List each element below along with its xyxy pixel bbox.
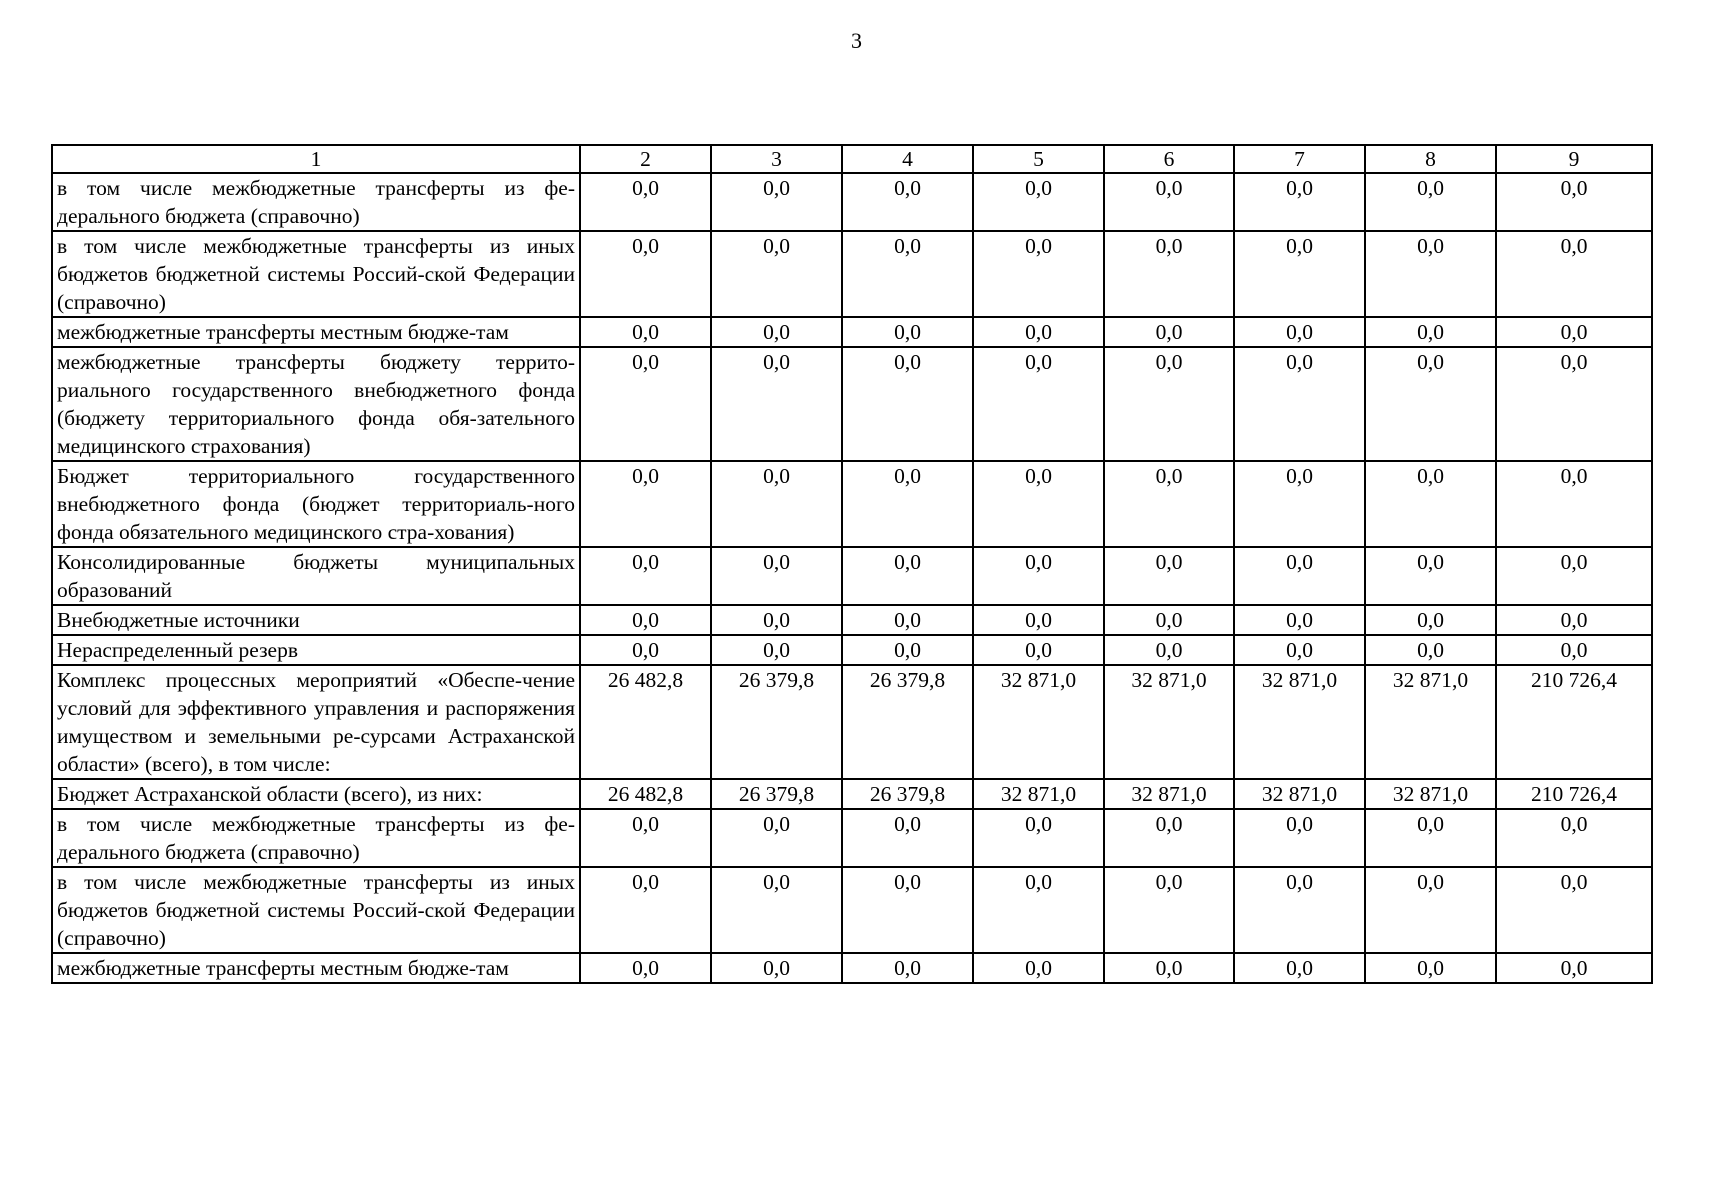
row-value: 0,0 xyxy=(973,635,1104,665)
row-value: 0,0 xyxy=(1365,173,1496,231)
row-value: 0,0 xyxy=(1496,173,1652,231)
row-value: 0,0 xyxy=(1234,173,1365,231)
row-value: 0,0 xyxy=(973,461,1104,547)
row-label: Внебюджетные источники xyxy=(52,605,580,635)
column-header: 7 xyxy=(1234,145,1365,173)
table-row xyxy=(52,953,1652,983)
row-value: 0,0 xyxy=(973,953,1104,983)
row-value: 0,0 xyxy=(1365,231,1496,317)
row-value: 0,0 xyxy=(580,809,711,867)
row-value: 0,0 xyxy=(1234,635,1365,665)
table-row xyxy=(52,867,1652,953)
row-value: 0,0 xyxy=(1496,809,1652,867)
table-header-row xyxy=(52,145,1652,173)
row-value: 0,0 xyxy=(1234,547,1365,605)
row-value: 0,0 xyxy=(1234,953,1365,983)
row-value: 0,0 xyxy=(580,231,711,317)
row-value: 0,0 xyxy=(842,547,973,605)
row-value: 0,0 xyxy=(1496,461,1652,547)
row-value: 0,0 xyxy=(580,347,711,461)
table-row xyxy=(52,317,1652,347)
row-value: 0,0 xyxy=(1234,347,1365,461)
row-value: 0,0 xyxy=(1234,809,1365,867)
row-value: 0,0 xyxy=(711,953,842,983)
table-row xyxy=(52,173,1652,231)
row-value: 0,0 xyxy=(1496,953,1652,983)
row-value: 0,0 xyxy=(711,231,842,317)
row-value: 0,0 xyxy=(1104,461,1234,547)
table-row xyxy=(52,547,1652,605)
table-row xyxy=(52,231,1652,317)
column-header: 2 xyxy=(580,145,711,173)
row-label: Нераспределенный резерв xyxy=(52,635,580,665)
row-value: 0,0 xyxy=(711,635,842,665)
row-value: 0,0 xyxy=(973,347,1104,461)
row-value: 0,0 xyxy=(1104,173,1234,231)
row-value: 0,0 xyxy=(1365,461,1496,547)
row-value: 0,0 xyxy=(580,605,711,635)
row-value: 32 871,0 xyxy=(1365,779,1496,809)
row-value: 0,0 xyxy=(1496,317,1652,347)
table-row xyxy=(52,605,1652,635)
row-value: 0,0 xyxy=(842,953,973,983)
row-value: 0,0 xyxy=(1365,809,1496,867)
row-value: 0,0 xyxy=(580,461,711,547)
row-value: 0,0 xyxy=(711,347,842,461)
row-value: 0,0 xyxy=(1104,231,1234,317)
row-value: 0,0 xyxy=(1234,867,1365,953)
row-value: 26 379,8 xyxy=(711,665,842,779)
row-value: 0,0 xyxy=(842,605,973,635)
table-row xyxy=(52,665,1652,779)
row-value: 0,0 xyxy=(1104,867,1234,953)
row-value: 26 379,8 xyxy=(711,779,842,809)
column-header: 8 xyxy=(1365,145,1496,173)
table-row xyxy=(52,347,1652,461)
row-value: 0,0 xyxy=(842,461,973,547)
row-value: 0,0 xyxy=(711,461,842,547)
row-label: в том числе межбюджетные трансферты из фе-дерального бюджета (справочно) xyxy=(52,173,580,231)
row-value: 0,0 xyxy=(1104,605,1234,635)
row-value: 0,0 xyxy=(1365,635,1496,665)
row-value: 32 871,0 xyxy=(973,779,1104,809)
row-value: 0,0 xyxy=(842,809,973,867)
row-label: межбюджетные трансферты местным бюдже-там xyxy=(52,317,580,347)
row-value: 0,0 xyxy=(1104,347,1234,461)
row-value: 0,0 xyxy=(842,635,973,665)
row-value: 0,0 xyxy=(973,809,1104,867)
row-value: 0,0 xyxy=(1496,547,1652,605)
row-value: 26 482,8 xyxy=(580,665,711,779)
table-row xyxy=(52,779,1652,809)
budget-table xyxy=(51,144,1653,984)
row-value: 0,0 xyxy=(580,635,711,665)
row-value: 0,0 xyxy=(1234,605,1365,635)
row-value: 32 871,0 xyxy=(1104,665,1234,779)
table-row xyxy=(52,809,1652,867)
row-value: 0,0 xyxy=(1234,461,1365,547)
row-value: 0,0 xyxy=(973,547,1104,605)
row-value: 210 726,4 xyxy=(1496,779,1652,809)
page-number: 3 xyxy=(851,28,862,53)
row-value: 0,0 xyxy=(1365,347,1496,461)
row-value: 0,0 xyxy=(1104,635,1234,665)
row-value: 0,0 xyxy=(1104,809,1234,867)
row-label: межбюджетные трансферты местным бюдже-там xyxy=(52,953,580,983)
row-value: 32 871,0 xyxy=(1234,665,1365,779)
row-value: 0,0 xyxy=(1496,231,1652,317)
row-value: 0,0 xyxy=(1365,547,1496,605)
row-value: 0,0 xyxy=(1104,317,1234,347)
column-header: 5 xyxy=(973,145,1104,173)
row-value: 0,0 xyxy=(973,231,1104,317)
table-row xyxy=(52,461,1652,547)
row-value: 0,0 xyxy=(842,173,973,231)
row-value: 0,0 xyxy=(711,317,842,347)
row-value: 32 871,0 xyxy=(1104,779,1234,809)
row-value: 32 871,0 xyxy=(1234,779,1365,809)
row-value: 0,0 xyxy=(711,547,842,605)
row-value: 0,0 xyxy=(580,867,711,953)
row-label: межбюджетные трансферты бюджету террито-риального государственного внебюджетного фонда (бюджету территориального фонда обя-зательного медицинского страхования) xyxy=(52,347,580,461)
row-value: 210 726,4 xyxy=(1496,665,1652,779)
row-value: 0,0 xyxy=(842,317,973,347)
column-header: 1 xyxy=(52,145,580,173)
row-label: в том числе межбюджетные трансферты из иных бюджетов бюджетной системы Россий-ской Федерации (справочно) xyxy=(52,231,580,317)
row-value: 0,0 xyxy=(1496,347,1652,461)
row-value: 26 379,8 xyxy=(842,779,973,809)
row-value: 0,0 xyxy=(973,173,1104,231)
row-value: 0,0 xyxy=(973,605,1104,635)
row-label: Консолидированные бюджеты муниципальных образований xyxy=(52,547,580,605)
row-value: 0,0 xyxy=(1496,635,1652,665)
row-value: 0,0 xyxy=(711,809,842,867)
row-value: 0,0 xyxy=(1104,547,1234,605)
row-value: 0,0 xyxy=(973,317,1104,347)
row-value: 0,0 xyxy=(842,347,973,461)
row-value: 0,0 xyxy=(842,867,973,953)
column-header: 4 xyxy=(842,145,973,173)
row-value: 0,0 xyxy=(580,547,711,605)
row-value: 0,0 xyxy=(711,867,842,953)
row-value: 0,0 xyxy=(1365,317,1496,347)
row-value: 0,0 xyxy=(1365,867,1496,953)
row-value: 0,0 xyxy=(580,317,711,347)
row-value: 0,0 xyxy=(1496,867,1652,953)
row-value: 0,0 xyxy=(973,867,1104,953)
column-header: 3 xyxy=(711,145,842,173)
row-value: 0,0 xyxy=(580,953,711,983)
row-value: 0,0 xyxy=(711,173,842,231)
row-value: 0,0 xyxy=(842,231,973,317)
column-header: 6 xyxy=(1104,145,1234,173)
row-value: 0,0 xyxy=(1104,953,1234,983)
row-value: 0,0 xyxy=(711,605,842,635)
row-label: Бюджет Астраханской области (всего), из них: xyxy=(52,779,580,809)
row-value: 32 871,0 xyxy=(1365,665,1496,779)
row-label: Комплекс процессных мероприятий «Обеспе-чение условий для эффективного управления и распоряжения имуществом и земельными ре-сурсами Астраханской области» (всего), в том числе: xyxy=(52,665,580,779)
row-label: в том числе межбюджетные трансферты из иных бюджетов бюджетной системы Россий-ской Федерации (справочно) xyxy=(52,867,580,953)
row-value: 0,0 xyxy=(1234,317,1365,347)
row-label: в том числе межбюджетные трансферты из фе-дерального бюджета (справочно) xyxy=(52,809,580,867)
row-label: Бюджет территориального государственного внебюджетного фонда (бюджет территориаль-ного фонда обязательного медицинского стра-хования) xyxy=(52,461,580,547)
row-value: 0,0 xyxy=(1496,605,1652,635)
row-value: 0,0 xyxy=(580,173,711,231)
row-value: 0,0 xyxy=(1234,231,1365,317)
row-value: 0,0 xyxy=(1365,605,1496,635)
row-value: 0,0 xyxy=(1365,953,1496,983)
row-value: 26 482,8 xyxy=(580,779,711,809)
row-value: 32 871,0 xyxy=(973,665,1104,779)
table-row xyxy=(52,635,1652,665)
row-value: 26 379,8 xyxy=(842,665,973,779)
column-header: 9 xyxy=(1496,145,1652,173)
